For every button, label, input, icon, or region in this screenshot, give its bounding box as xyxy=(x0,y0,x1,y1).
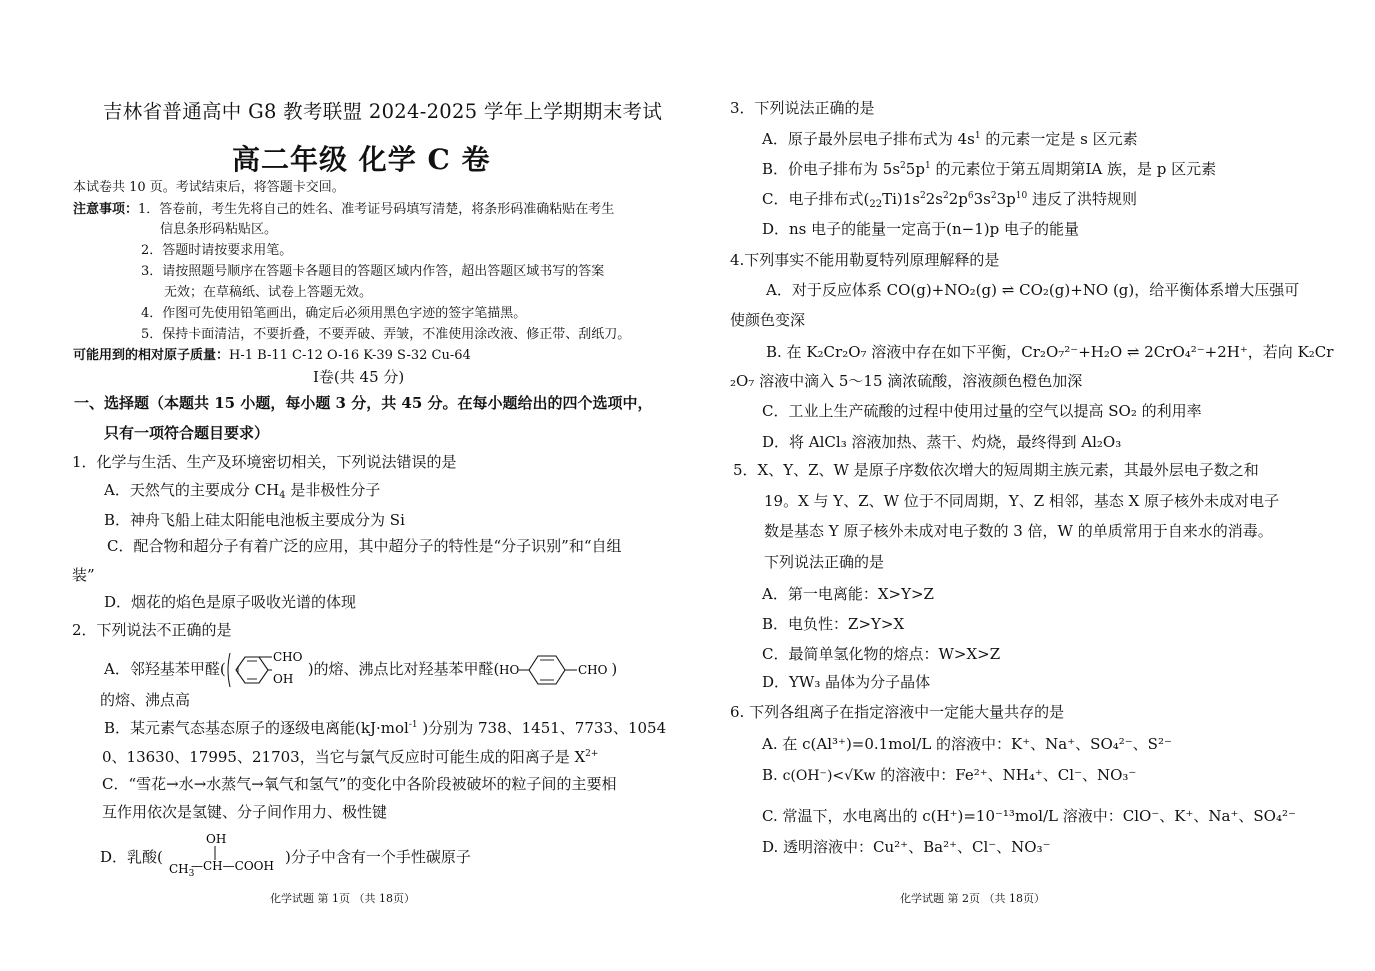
q2d-text-pre: D．乳酸( xyxy=(100,848,163,866)
q2-option-a xyxy=(104,650,617,688)
q3c-s3: 6 xyxy=(967,191,974,201)
q3b-t1: B．价电子排布为 5s xyxy=(762,160,901,178)
question-2: 2．下列说法不正确的是 xyxy=(72,621,232,639)
q2b2-text: 0、13630、17995、21703，当它与氯气反应时可能生成的阳离子是 X xyxy=(102,748,586,766)
q3c-s2: 2 xyxy=(942,191,949,201)
q3b-t3: 的元素位于第五周期第ⅠA 族，是 p 区元素 xyxy=(930,160,1217,178)
note-2: 2．答题时请按要求用笔。 xyxy=(141,243,293,258)
q1-option-c-line1: C．配合物和超分子有着广泛的应用，其中超分子的特性是“分子识别”和“自组 xyxy=(107,537,622,555)
section-heading-2: 只有一项符合题目要求） xyxy=(104,424,270,442)
q4-option-a-line1: A．对于反应体系 CO(g)+NO₂(g) ⇌ CO₂(g)+NO (g)，给平衡体系增大压强可 xyxy=(766,281,1300,299)
q2a-text-pre: A．邻羟基苯甲醛( xyxy=(104,660,226,678)
q5-option-c: C．最简单氢化物的熔点：W>X>Z xyxy=(762,645,1001,663)
part-heading: Ⅰ卷(共 45 分) xyxy=(313,368,405,386)
q5-option-a: A．第一电离能：X>Y>Z xyxy=(762,585,934,603)
q2a-text-mid: )的熔、沸点比对羟基苯甲醛( xyxy=(307,660,500,678)
q3c-s4: 2 xyxy=(990,191,997,201)
q2-option-b-line2 xyxy=(102,748,598,766)
note-1b: 信息条形码粘贴区。 xyxy=(160,222,278,237)
q1-option-a xyxy=(104,481,380,499)
q1-option-b: B．神舟飞船上硅太阳能电池板主要成分为 Si xyxy=(104,511,405,529)
q3c-3s: 3s xyxy=(973,190,991,208)
q3c-2p: 2p xyxy=(948,190,968,208)
atomic-values: H-1 B-11 C-12 O-16 K-39 S-32 Cu-64 xyxy=(229,348,471,363)
question-5-line4: 下列说法正确的是 xyxy=(764,553,885,571)
q3a-sup: 1 xyxy=(974,131,981,141)
intro-text: 本试卷共 10 页。考试结束后，将答题卡交回。 xyxy=(73,180,345,195)
q3c-t-post: 违反了洪特规则 xyxy=(1027,190,1137,208)
q3c-t1: C．电子排布式( xyxy=(762,190,870,208)
q2-option-a-line2: 的熔、沸点高 xyxy=(100,691,191,709)
q2b-text-post: )分别为 738、1451、7733、1054 xyxy=(417,719,667,737)
question-3: 3．下列说法正确的是 xyxy=(730,99,875,117)
q4-option-b-line2: ₂O₇ 溶液中滴入 5～15 滴浓硫酸，溶液颜色橙色加深 xyxy=(730,372,1083,390)
q3b-s2: 1 xyxy=(924,161,931,171)
lactic-ch3-label: $CH_3$ xyxy=(169,862,195,876)
q3a-text-post: 的元素一定是 s 区元素 xyxy=(980,130,1138,148)
page-2-footer: 化学试题 第 2页 （共 18页） xyxy=(900,892,1045,905)
q5-option-b: B．电负性：Z>Y>X xyxy=(762,615,905,633)
q2d-text-post: )分子中含有一个手性碳原子 xyxy=(285,848,471,866)
q4-option-d: D．将 AlCl₃ 溶液加热、蒸干、灼烧，最终得到 Al₂O₃ xyxy=(762,433,1122,451)
q1a-sub: 4 xyxy=(279,490,286,501)
q3-option-b xyxy=(762,160,1216,178)
note-4: 4．作图可先使用铅笔画出，确定后必须用黑色字迹的签字笔描黑。 xyxy=(141,306,527,321)
q6-option-d: D. 透明溶液中：Cu²⁺、Ba²⁺、Cl⁻、NO₃⁻ xyxy=(762,838,1051,856)
q3c-2s: 2s xyxy=(925,190,943,208)
page-1-footer: 化学试题 第 1页 （共 18页） xyxy=(270,892,415,905)
q6-option-a: A. 在 c(Al³⁺)=0.1mol/L 的溶液中：K⁺、Na⁺、SO₄²⁻、S²⁻ xyxy=(762,735,1172,753)
cho-label-2: CHO xyxy=(578,663,608,677)
cho-label: CHO xyxy=(272,651,303,664)
question-1: 1．化学与生活、生产及环境密切相关，下列说法错误的是 xyxy=(72,453,457,471)
p-hydroxybenzaldehyde-structure xyxy=(499,651,611,689)
q2-option-c-line2: 互作用依次是氢键、分子间作用力、极性键 xyxy=(102,803,388,821)
q1a-text-post: 是非极性分子 xyxy=(285,481,381,499)
lactic-chain-label: —CH—COOH xyxy=(191,859,274,873)
page-2 xyxy=(690,0,1375,971)
q3-option-d: D．ns 电子的能量一定高于(n−1)p 电子的能量 xyxy=(762,220,1080,238)
question-4: 4.下列事实不能用勒夏特列原理解释的是 xyxy=(730,251,1000,269)
q3b-s1: 2 xyxy=(900,161,906,171)
atomic-label: 可能用到的相对原子质量： xyxy=(73,348,230,363)
q3c-3p: 3p xyxy=(996,190,1016,208)
note-1a: 1．答卷前，考生先将自己的姓名、准考证号码填写清楚，将条形码准确粘贴在考生 xyxy=(138,202,615,217)
q3b-t2: 5p xyxy=(905,160,925,178)
q2-option-b-line1 xyxy=(104,719,666,737)
q1-option-d: D．烟花的焰色是原子吸收光谱的体现 xyxy=(104,593,357,611)
note-5: 5．保持卡面清洁，不要折叠，不要弄破、弄皱，不准使用涂改液、修正带、刮纸刀。 xyxy=(141,327,631,342)
exam-subtitle: 高二年级 化学 C 卷 xyxy=(232,143,491,176)
q6b-post: 的溶液中：Fe²⁺、NH₄⁺、Cl⁻、NO₃⁻ xyxy=(875,766,1137,784)
q1-option-c-line2: 装” xyxy=(72,566,95,584)
lactic-acid-structure xyxy=(163,830,283,876)
notes-label: 注意事项： xyxy=(73,202,139,217)
notes-block xyxy=(73,202,614,218)
q2a-text-end: ) xyxy=(611,660,618,678)
oh-label: OH xyxy=(272,672,293,686)
q4-option-b-line1: B. 在 K₂Cr₂O₇ 溶液中存在如下平衡，Cr₂O₇²⁻+H₂O ⇌ 2CrO₄²⁻+2H⁺，若向 K₂Cr xyxy=(766,343,1334,361)
q2b-sup: -1 xyxy=(408,720,418,730)
note-3a: 3．请按照题号顺序在答题卡各题目的答题区域内作答，超出答题区域书写的答案 xyxy=(141,264,605,279)
question-5-line2: 19。X 与 Y、Z、W 位于不同周期，Y、Z 相邻，基态 X 原子核外未成对电子 xyxy=(764,492,1280,510)
o-hydroxybenzaldehyde-structure xyxy=(226,651,308,689)
q6b-expression: c(OH⁻)<√Kw xyxy=(782,768,876,784)
q2b-text-pre: B．某元素气态基态原子的逐级电离能(kJ·mol xyxy=(104,719,409,737)
q2-option-c-line1: C．“雪花→水→水蒸气→氧气和氢气”的变化中各阶段被破坏的粒子间的主要相 xyxy=(102,775,617,793)
ho-label: HO xyxy=(499,663,520,677)
note-3b: 无效；在草稿纸、试卷上答题无效。 xyxy=(164,285,373,300)
q6-option-c: C. 常温下，水电离出的 c(H⁺)=10⁻¹³mol/L 溶液中：ClO⁻、K⁺、Na⁺、SO₄²⁻ xyxy=(762,807,1296,825)
question-6: 6. 下列各组离子在指定溶液中一定能大量共存的是 xyxy=(730,703,1065,721)
q3-option-c xyxy=(762,190,1137,208)
lactic-oh-label: OH xyxy=(206,832,227,846)
question-5-line3: 数是基态 Y 原子核外未成对电子数的 3 倍，W 的单质常用于自来水的消毒。 xyxy=(764,522,1273,540)
q3c-ti: Ti)1s xyxy=(882,190,920,208)
section-heading-1: 一、选择题（本题共 15 小题，每小题 3 分，共 45 分。在每小题给出的四个选项中， xyxy=(74,394,653,412)
q3c-s1: 2 xyxy=(919,191,926,201)
q4-option-c: C．工业上生产硫酸的过程中使用过量的空气以提高 SO₂ 的利用率 xyxy=(762,402,1202,420)
q4-option-a-line2: 使颜色变深 xyxy=(730,311,806,329)
q1a-text-pre: A．天然气的主要成分 CH xyxy=(104,481,280,499)
q5-option-d: D．YW₃ 晶体为分子晶体 xyxy=(762,673,931,691)
q3-option-a xyxy=(762,130,1138,148)
exam-title: 吉林省普通高中 G8 教考联盟 2024-2025 学年上学期期末考试 xyxy=(103,100,663,123)
q6-option-b xyxy=(762,766,1136,785)
q2b2-sup: 2+ xyxy=(585,749,599,759)
q6b-pre: B. xyxy=(762,766,783,784)
q3c-sub: 22 xyxy=(869,199,883,210)
atomic-mass-line xyxy=(73,348,471,364)
q3c-s5: 10 xyxy=(1015,191,1028,201)
question-5-line1: 5．X、Y、Z、W 是原子序数依次增大的短周期主族元素，其最外层电子数之和 xyxy=(733,461,1259,479)
q3a-text-pre: A．原子最外层电子排布式为 4s xyxy=(762,130,975,148)
